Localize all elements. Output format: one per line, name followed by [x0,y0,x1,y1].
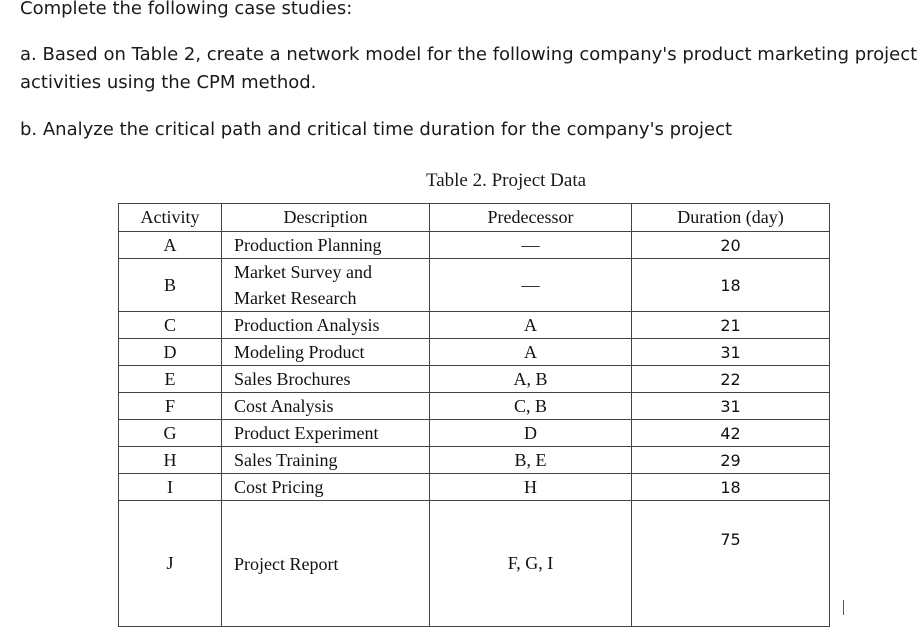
activity-cell: C [119,312,222,339]
duration-cell: 21 [632,312,830,339]
table-row [119,366,830,393]
description-cell: Production Planning [222,232,430,259]
description-cell: Project Report [222,501,430,627]
duration-cell: 42 [632,420,830,447]
header-predecessor: Predecessor [430,204,632,232]
duration-cell: 31 [632,393,830,420]
activity-cell: B [119,259,222,312]
description-cell: Production Analysis [222,312,430,339]
activity-cell: I [119,474,222,501]
table-row [119,420,830,447]
table-row [119,232,830,259]
table-header-row [119,204,830,232]
predecessor-cell: F, G, I [430,501,632,627]
table-row [119,474,830,501]
intro-text: Complete the following case studies: [20,0,353,19]
activity-cell: D [119,339,222,366]
duration-cell: 22 [632,366,830,393]
description-cell: Product Experiment [222,420,430,447]
predecessor-cell: A, B [430,366,632,393]
description-cell: Cost Analysis [222,393,430,420]
table-row [119,312,830,339]
description-cell: Sales Brochures [222,366,430,393]
duration-cell: 31 [632,339,830,366]
header-activity: Activity [119,204,222,232]
question-a-line-1: a. Based on Table 2, create a network model for the following company's product marketing project [20,44,918,65]
duration-cell: 20 [632,232,830,259]
description-line: Market Research [234,288,357,308]
predecessor-cell: B, E [430,447,632,474]
predecessor-cell: A [430,312,632,339]
predecessor-cell: H [430,474,632,501]
description-cell: Modeling Product [222,339,430,366]
description-cell: Cost Pricing [222,474,430,501]
duration-cell: 18 [632,474,830,501]
activity-cell: F [119,393,222,420]
predecessor-cell: A [430,339,632,366]
predecessor-cell: C, B [430,393,632,420]
activity-cell: A [119,232,222,259]
question-b: b. Analyze the critical path and critical time duration for the company's project [20,119,733,140]
activity-cell: E [119,366,222,393]
duration-cell: 29 [632,447,830,474]
description-line: Market Survey and [234,262,372,282]
predecessor-cell: — [430,259,632,312]
table-row [119,259,830,312]
table-row [119,339,830,366]
description-cell: Sales Training [222,447,430,474]
table-row [119,447,830,474]
activity-cell: H [119,447,222,474]
table-caption: Table 2. Project Data [425,170,587,191]
table-row [119,501,830,627]
activity-cell: J [119,501,222,627]
duration-cell: 18 [632,259,830,312]
header-description: Description [222,204,430,232]
predecessor-cell: D [430,420,632,447]
project-data-table [118,203,830,627]
table-row [119,393,830,420]
text-cursor-mark [843,600,844,615]
duration-cell: 75 [632,501,830,627]
activity-cell: G [119,420,222,447]
predecessor-cell: — [430,232,632,259]
description-cell [222,259,430,312]
question-a-line-2: activities using the CPM method. [20,72,317,93]
header-duration: Duration (day) [632,204,830,232]
